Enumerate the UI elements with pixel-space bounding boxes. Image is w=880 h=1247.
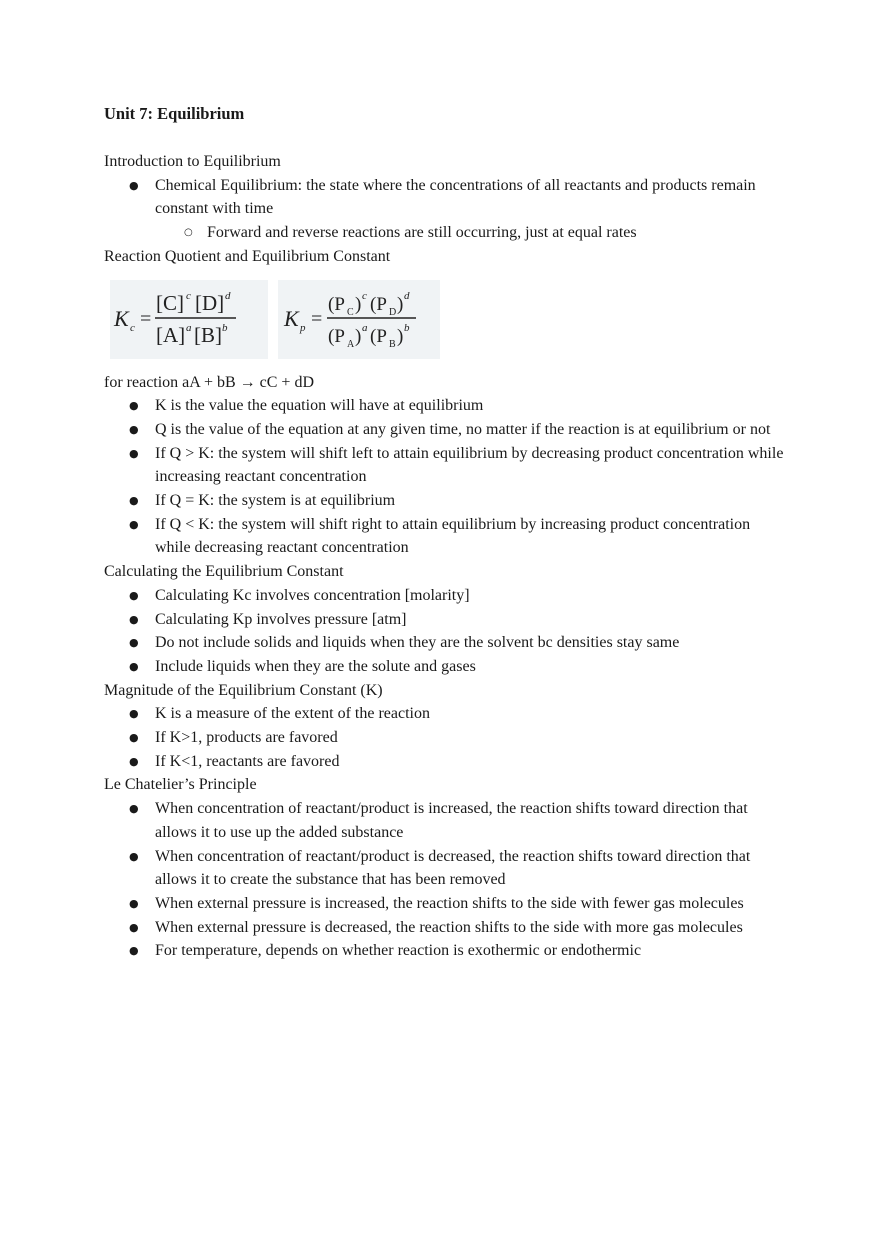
bullet-icon: ● xyxy=(129,659,139,673)
reaction-quotient-list xyxy=(104,394,784,560)
kc-num-term-1: [C] xyxy=(156,290,184,315)
kc-num-exp-1: c xyxy=(186,289,191,302)
kp-den-term-1: (P xyxy=(328,325,345,347)
bullet-icon: ● xyxy=(129,422,139,436)
kp-den-paren-2: ) xyxy=(397,325,404,347)
list-item: ● K is a measure of the extent of the reaction xyxy=(104,702,784,726)
kc-den-term-2: [B] xyxy=(194,322,222,347)
section-heading-le-chatelier: Le Chatelier’s Principle xyxy=(104,776,257,794)
kp-den-paren-1: ) xyxy=(355,325,362,347)
introduction-list xyxy=(104,174,784,245)
kp-formula xyxy=(278,280,440,359)
calculating-list xyxy=(104,584,784,679)
kc-den-exp-2: b xyxy=(222,321,228,334)
list-item: ● Chemical Equilibrium: the state where the concentrations of all reactants and products remain constant with time xyxy=(104,174,784,221)
bullet-icon: ● xyxy=(129,178,139,192)
kc-num-term-2: [D] xyxy=(195,290,225,315)
list-item: ● If Q < K: the system will shift right to attain equilibrium by increasing product concentration while decreasing reactant concentration xyxy=(104,513,784,560)
kp-num-sub-2: D xyxy=(389,306,397,318)
section-heading-calculating: Calculating the Equilibrium Constant xyxy=(104,563,344,581)
kc-den-term-1: [A] xyxy=(156,322,186,347)
bullet-icon: ● xyxy=(129,588,139,602)
kp-symbol: K xyxy=(284,305,299,331)
bullet-icon: ● xyxy=(129,707,139,721)
list-item: ● If K>1, products are favored xyxy=(104,726,784,750)
list-item: ● Include liquids when they are the solute and gases xyxy=(104,655,784,679)
kp-num-exp-1: c xyxy=(362,289,367,302)
kp-num-exp-2: d xyxy=(404,289,410,302)
list-item: ● When concentration of reactant/product is decreased, the reaction shifts toward direction that allows it to create the substance that has been removed xyxy=(104,845,784,892)
kp-den-term-2: (P xyxy=(370,325,387,347)
bullet-icon: ● xyxy=(129,896,139,910)
document-body xyxy=(104,150,784,963)
list-item: ● Calculating Kc involves concentration [molarity] xyxy=(104,584,784,608)
le-chatelier-list xyxy=(104,797,784,963)
list-item: ● When external pressure is increased, the reaction shifts to the side with fewer gas molecules xyxy=(104,892,784,916)
bullet-icon: ● xyxy=(129,612,139,626)
bullet-icon: ● xyxy=(129,802,139,816)
kp-subscript: p xyxy=(300,321,306,334)
sub-list-item: ○ Forward and reverse reactions are still occurring, just at equal rates xyxy=(104,221,784,245)
list-item: ● When concentration of reactant/product is increased, the reaction shifts toward direction that allows it to use up the added substance xyxy=(104,797,784,844)
bullet-icon: ● xyxy=(129,731,139,745)
list-item: ● Do not include solids and liquids when they are the solvent bc densities stay same xyxy=(104,631,784,655)
list-item: ● If Q > K: the system will shift left to attain equilibrium by decreasing product concentration while increasing reactant concentration xyxy=(104,442,784,489)
kp-den-sub-2: B xyxy=(389,338,396,350)
formula-images xyxy=(110,280,784,359)
hollow-bullet-icon: ○ xyxy=(184,227,193,239)
kp-num-sub-1: C xyxy=(347,306,354,318)
kp-den-sub-1: A xyxy=(347,338,355,350)
bullet-icon: ● xyxy=(129,494,139,508)
kp-num-term-1: (P xyxy=(328,293,345,315)
bullet-icon: ● xyxy=(129,517,139,531)
reaction-equation-line: for reaction aA + bB → cC + dD xyxy=(104,373,314,391)
list-item: ● Calculating Kp involves pressure [atm] xyxy=(104,608,784,632)
list-item: ● If Q = K: the system is at equilibrium xyxy=(104,489,784,513)
kc-symbol: K xyxy=(114,305,129,331)
magnitude-list xyxy=(104,702,784,773)
kp-den-exp-2: b xyxy=(404,321,410,334)
bullet-icon: ● xyxy=(129,399,139,413)
section-heading-reaction-quotient: Reaction Quotient and Equilibrium Constant xyxy=(104,247,391,265)
kp-num-paren-2: ) xyxy=(397,293,404,315)
list-item: ● Q is the value of the equation at any given time, no matter if the reaction is at equilibrium or not xyxy=(104,418,784,442)
section-heading-magnitude: Magnitude of the Equilibrium Constant (K) xyxy=(104,681,383,699)
list-item: ● When external pressure is decreased, the reaction shifts to the side with more gas molecules xyxy=(104,916,784,940)
bullet-icon: ● xyxy=(129,446,139,460)
list-item: ● For temperature, depends on whether reaction is exothermic or endothermic xyxy=(104,939,784,963)
bullet-icon: ● xyxy=(129,754,139,768)
kp-equals: = xyxy=(311,307,323,330)
bullet-icon: ● xyxy=(129,636,139,650)
section-heading-introduction: Introduction to Equilibrium xyxy=(104,153,281,170)
kc-equals: = xyxy=(140,307,152,330)
kp-num-paren-1: ) xyxy=(355,293,362,315)
bullet-icon: ● xyxy=(129,849,139,863)
kp-den-exp-1: a xyxy=(362,321,368,334)
kc-num-exp-2: d xyxy=(225,289,231,302)
kc-formula xyxy=(110,280,268,359)
bullet-icon: ● xyxy=(129,944,139,958)
kc-den-exp-1: a xyxy=(186,321,192,334)
bullet-icon: ● xyxy=(129,920,139,934)
kc-subscript: c xyxy=(130,321,135,334)
kp-num-term-2: (P xyxy=(370,293,387,315)
list-item: ● If K<1, reactants are favored xyxy=(104,750,784,774)
page-title: Unit 7: Equilibrium xyxy=(104,104,245,123)
list-item: ● K is the value the equation will have at equilibrium xyxy=(104,394,784,418)
